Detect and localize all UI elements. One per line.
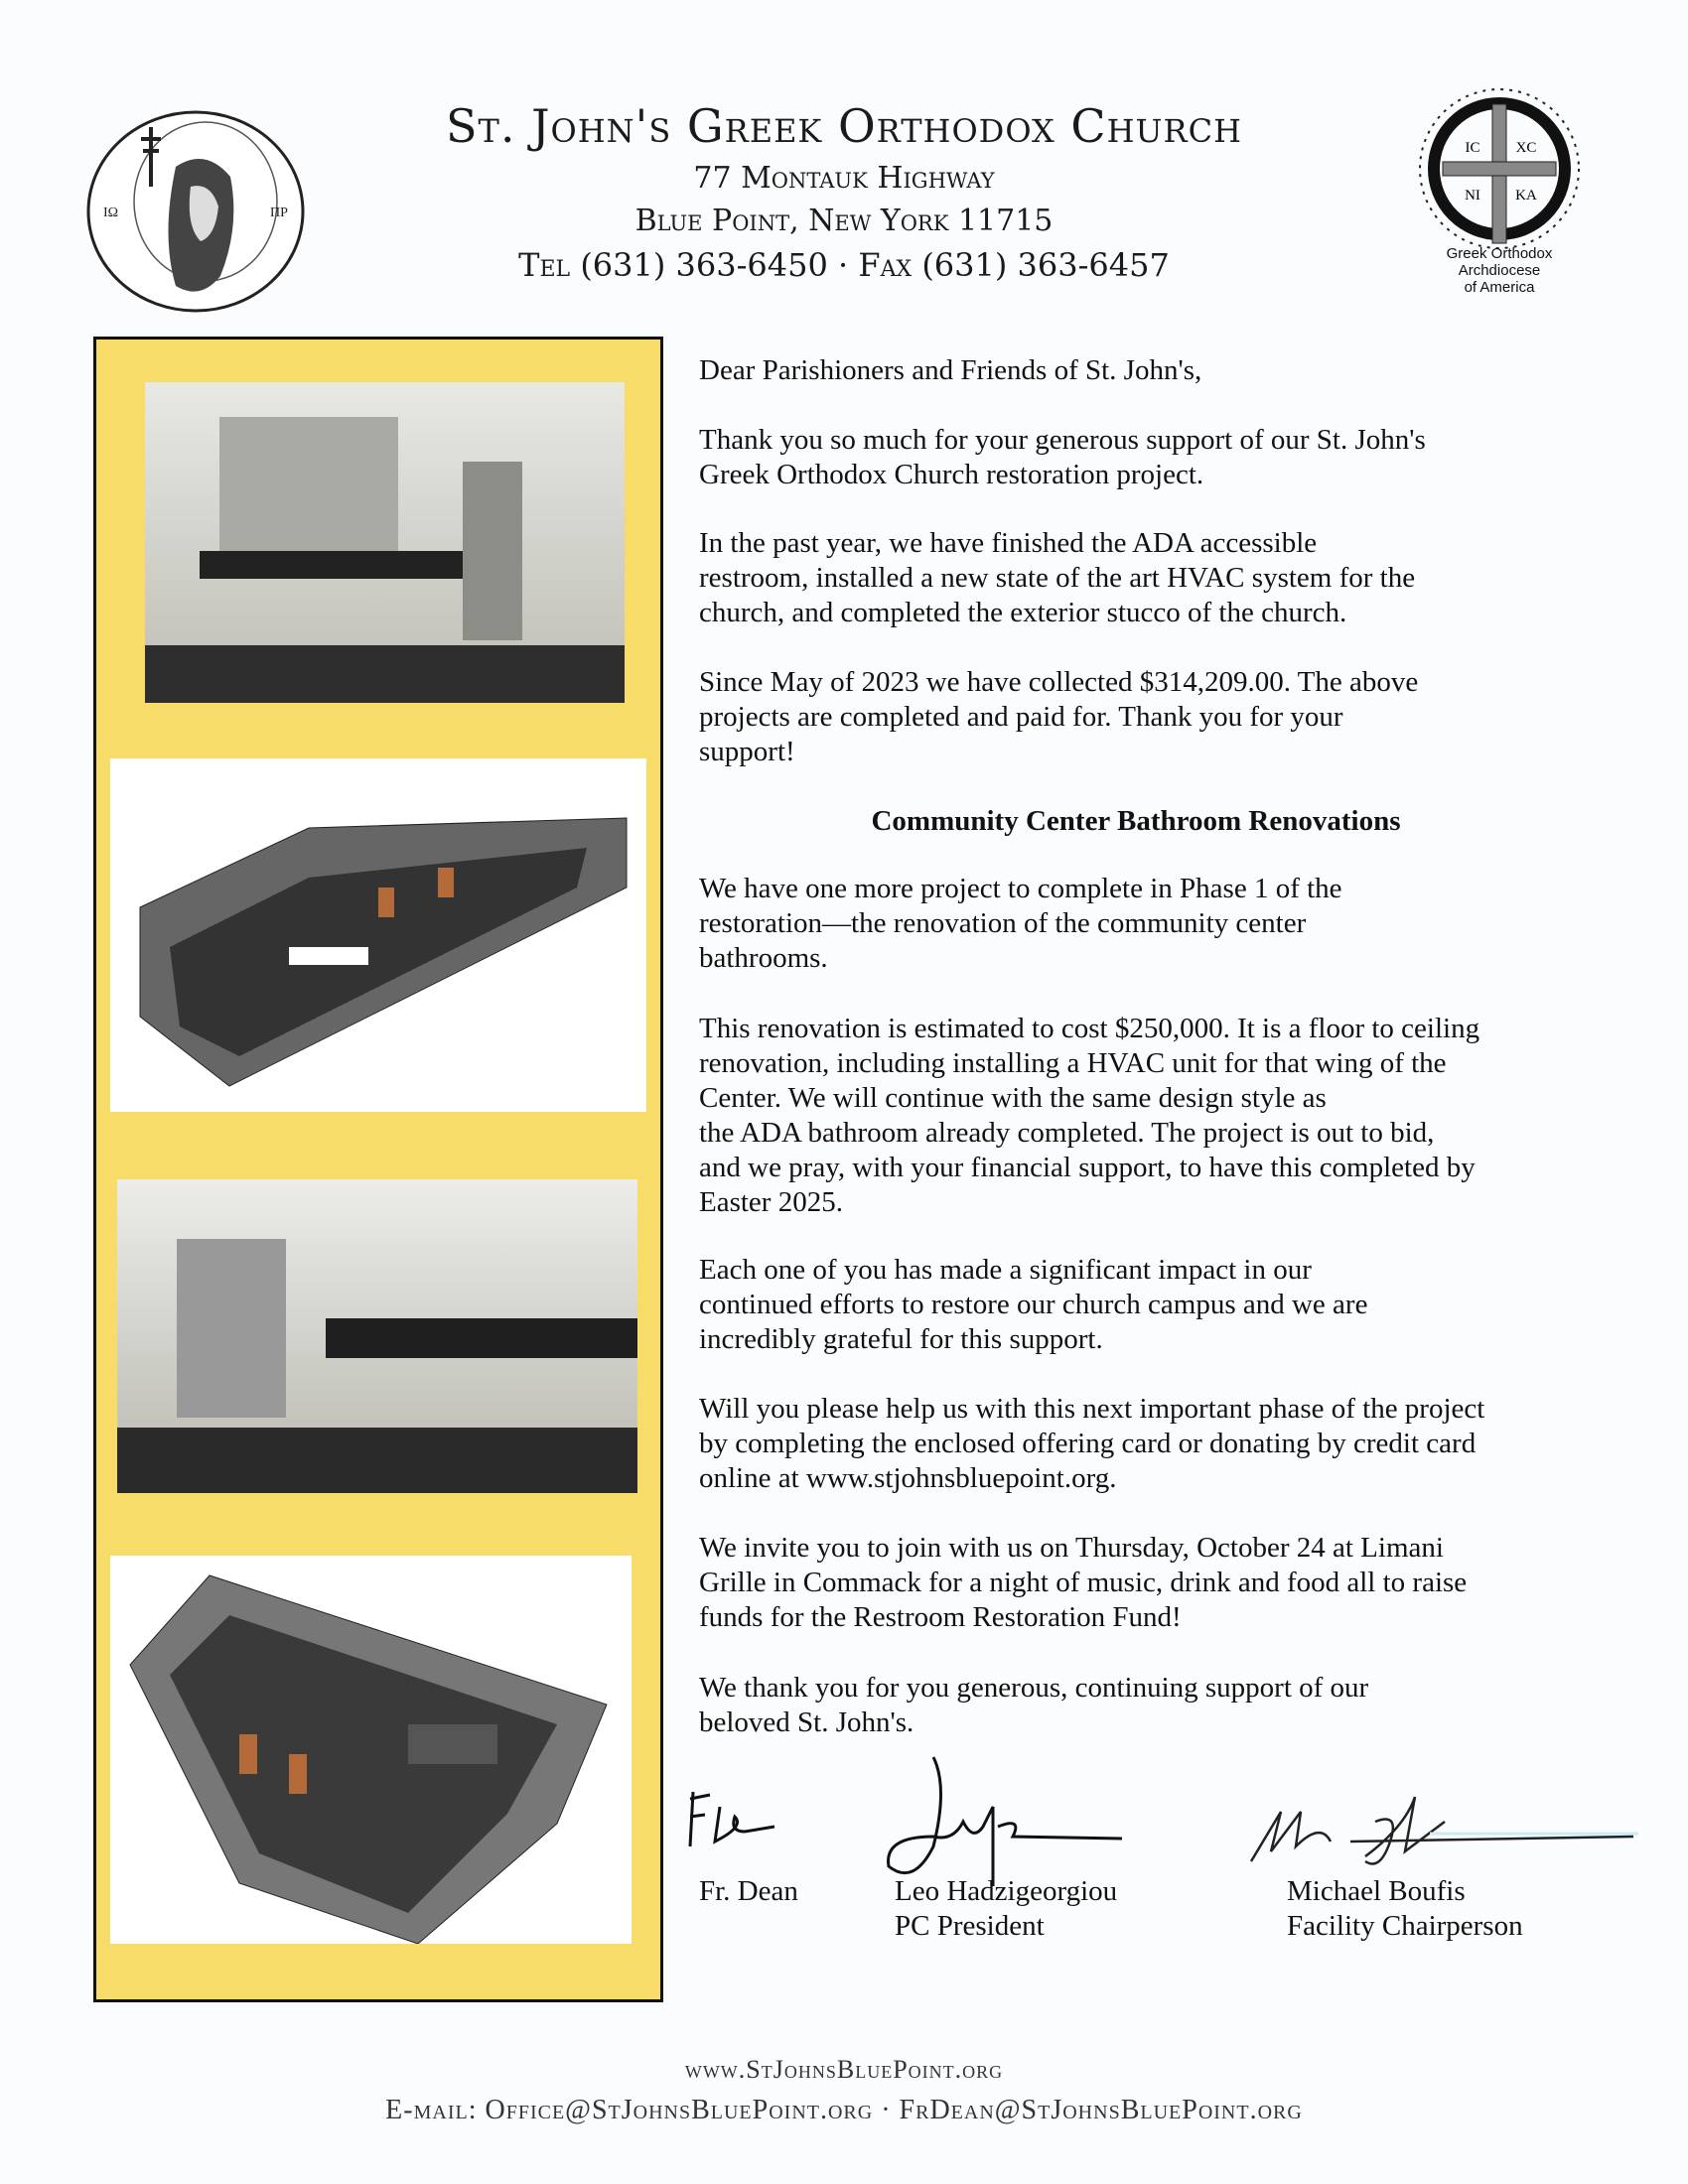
- salutation: [699, 353, 1622, 388]
- signatory-michael-boufis: [1287, 1874, 1523, 1944]
- seal-letters-ic: IC: [1465, 140, 1480, 156]
- footer-email: E-mail: Office@StJohnsBluePoint.org · FrDean@StJohnsBluePoint.org: [385, 2095, 1303, 2125]
- text-line: funds for the Restroom Restoration Fund!: [699, 1601, 1182, 1633]
- text-line: This renovation is estimated to cost $250,000. It is a floor to ceiling: [699, 1013, 1480, 1044]
- phone-fax: Tel (631) 363-6450 · Fax (631) 363-6457: [518, 246, 1170, 284]
- text-line: and we pray, with your financial support, to have this completed by: [699, 1152, 1476, 1183]
- archdiocese-caption: [1420, 245, 1579, 296]
- letter-paragraph: [699, 1012, 1622, 1220]
- caption-line: Archdiocese: [1458, 262, 1541, 279]
- text-line: bathrooms.: [699, 942, 828, 974]
- text-line: Center. We will continue with the same design style as: [699, 1082, 1327, 1114]
- rendering-community-bathroom: [117, 1179, 637, 1493]
- text-line: church, and completed the exterior stucco of the church.: [699, 597, 1347, 628]
- text-line: Grille in Commack for a night of music, drink and food all to raise: [699, 1567, 1468, 1598]
- letter-paragraph: [699, 1392, 1622, 1496]
- text-line: Will you please help us with this next important phase of the project: [699, 1393, 1485, 1425]
- caption-line: Greek Orthodox: [1446, 245, 1553, 262]
- text-line: Since May of 2023 we have collected $314,209.00. The above: [699, 666, 1419, 698]
- renderings-panel: [93, 337, 663, 2002]
- letter-paragraph: [699, 665, 1622, 769]
- address-line-2: Blue Point, New York 11715: [634, 204, 1054, 238]
- text-line: We have one more project to complete in Phase 1 of the: [699, 873, 1342, 904]
- text-line: the ADA bathroom already completed. The project is out to bid,: [699, 1117, 1435, 1149]
- text-line: projects are completed and paid for. Thank you for your: [699, 701, 1343, 733]
- signature-fr-dean: [685, 1787, 794, 1856]
- signatory-name: Michael Boufis: [1287, 1875, 1466, 1907]
- text-line: by completing the enclosed offering card or donating by credit card: [699, 1428, 1477, 1459]
- text-line: Greek Orthodox Church restoration project.: [699, 459, 1204, 490]
- signatory-title: Facility Chairperson: [1287, 1910, 1523, 1942]
- address-line-1: 77 Montauk Highway: [693, 161, 995, 196]
- signatory-title: PC President: [895, 1910, 1045, 1942]
- text-line: support!: [699, 736, 795, 767]
- signatory-fr-dean: [699, 1874, 798, 1909]
- rendering-ada-restroom: [145, 382, 625, 703]
- signatory-name: Fr. Dean: [699, 1875, 798, 1907]
- letter-paragraph: [699, 1253, 1622, 1357]
- letter-paragraph: [699, 423, 1622, 492]
- text-line: online at www.stjohnsbluepoint.org.: [699, 1462, 1117, 1494]
- caption-line: of America: [1464, 279, 1535, 296]
- signatory-leo-hadzigeorgiou: [895, 1874, 1117, 1944]
- text-line: beloved St. John's.: [699, 1706, 914, 1738]
- footer-website: www.StJohnsBluePoint.org: [684, 2055, 1004, 2084]
- text-line: Dear Parishioners and Friends of St. John's,: [699, 354, 1202, 386]
- church-name: St. John's Greek Orthodox Church: [446, 99, 1242, 153]
- seal-letters-ka: KA: [1515, 188, 1537, 204]
- seal-letters-ni: NI: [1465, 188, 1480, 204]
- section-heading: [699, 804, 1573, 839]
- signature-michael-boufis: [1241, 1782, 1638, 1871]
- letter-paragraph: [699, 1531, 1622, 1635]
- text-line: renovation, including installing a HVAC unit for that wing of the: [699, 1047, 1447, 1079]
- archdiocese-seal-logo: [1415, 84, 1584, 253]
- signatory-name: Leo Hadzigeorgiou: [895, 1875, 1118, 1907]
- text-line: incredibly grateful for this support.: [699, 1323, 1103, 1355]
- text-line: Each one of you has made a significant impact in our: [699, 1254, 1312, 1286]
- rendering-floorplan-1: [110, 758, 646, 1112]
- svg-text:ΙΩ: ΙΩ: [103, 205, 119, 220]
- text-line: restroom, installed a new state of the art HVAC system for the: [699, 562, 1416, 594]
- text-line: In the past year, we have finished the ADA accessible: [699, 527, 1318, 559]
- text-line: Easter 2025.: [699, 1186, 843, 1218]
- text-line: Thank you so much for your generous support of our St. John's: [699, 424, 1426, 456]
- seal-letters-xc: XC: [1515, 140, 1537, 156]
- text-line: continued efforts to restore our church campus and we are: [699, 1289, 1368, 1320]
- text-line: We thank you for you generous, continuing support of our: [699, 1672, 1369, 1704]
- text-line: We invite you to join with us on Thursday, October 24 at Limani: [699, 1532, 1444, 1564]
- svg-text:ΠΡ: ΠΡ: [270, 205, 288, 220]
- st-john-medallion-logo: [81, 107, 310, 316]
- rendering-floorplan-2: [110, 1556, 632, 1944]
- letter-paragraph: [699, 1671, 1622, 1740]
- letter-paragraph: [699, 872, 1622, 976]
- text-line: Community Center Bathroom Renovations: [871, 805, 1401, 837]
- letter-paragraph: [699, 526, 1622, 630]
- text-line: restoration—the renovation of the community center: [699, 907, 1307, 939]
